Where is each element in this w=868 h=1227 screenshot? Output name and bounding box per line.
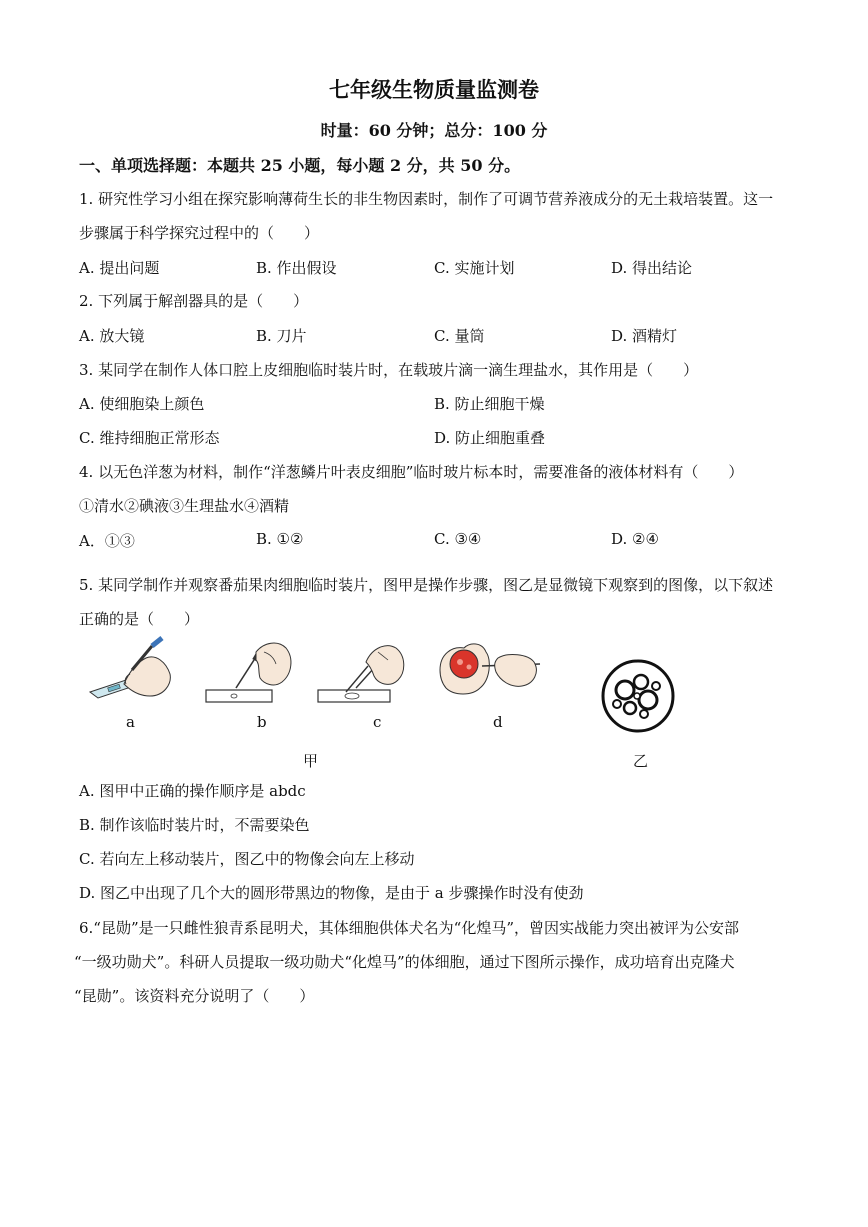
section-heading: 一、单项选择题：本题共 25 小题，每小题 2 分，共 50 分。 [79, 156, 521, 175]
q5-option-b: B. 制作该临时装片时，不需要染色 [79, 816, 310, 834]
q1-option-b: B. 作出假设 [256, 259, 337, 277]
q3-option-d: D. 防止细胞重叠 [434, 429, 546, 447]
q4-option-a: A．①③ [79, 532, 135, 550]
q6-stem-line3: “昆勋”。该资料充分说明了（ ） [74, 987, 315, 1005]
step-d-label: d [493, 713, 503, 731]
q3-option-b: B. 防止细胞干燥 [434, 395, 545, 413]
q4-stem-line1: 4. 以无色洋葱为材料，制作“洋葱鳞片叶表皮细胞”临时玻片标本时，需要准备的液体材料有（ ） [79, 463, 744, 481]
q6-stem-line1: 6.“昆勋”是一只雌性狼青系昆明犬，其体细胞供体犬名为“化煌马”，曾因实战能力突出被评为公安部 [79, 919, 739, 937]
microscope-view-illustration [600, 658, 676, 734]
q4-option-c: C. ③④ [434, 530, 482, 548]
q1-stem-line2: 步骤属于科学探究过程中的（ ） [79, 224, 320, 242]
q1-option-a: A. 提出问题 [79, 259, 160, 277]
q5-option-d: D. 图乙中出现了几个大的圆形带黑边的物像，是由于 a 步骤操作时没有使劲 [79, 884, 584, 902]
q3-option-c: C. 维持细胞正常形态 [79, 429, 220, 447]
q2-option-b: B. 刀片 [256, 327, 307, 345]
q4-stem-line2: ①清水②碘液③生理盐水④酒精 [79, 497, 290, 515]
q5-option-a: A. 图甲中正确的操作顺序是 abdc [79, 782, 306, 800]
step-d-illustration [436, 640, 548, 704]
step-b-label: b [257, 713, 267, 731]
q1-option-d: D. 得出结论 [611, 259, 693, 277]
q2-option-a: A. 放大镜 [79, 327, 145, 345]
step-a-illustration [86, 640, 176, 708]
exam-info: 时量：60 分钟；总分：100 分 [320, 121, 548, 140]
step-a-label: a [126, 713, 135, 731]
q3-stem: 3. 某同学在制作人体口腔上皮细胞临时装片时，在载玻片滴一滴生理盐水，其作用是（ ） [79, 361, 699, 379]
step-c-label: c [373, 713, 382, 731]
q5-stem-line1: 5. 某同学制作并观察番茄果肉细胞临时装片，图甲是操作步骤，图乙是显微镜下观察到的图像，以下叙述 [79, 576, 774, 594]
q5-option-c: C. 若向左上移动装片，图乙中的物像会向左上移动 [79, 850, 415, 868]
q6-stem-line2: “一级功勋犬”。科研人员提取一级功勋犬“化煌马”的体细胞，通过下图所示操作，成功培育出克隆犬 [74, 953, 735, 971]
q5-stem-line2: 正确的是（ ） [79, 610, 200, 628]
q2-option-d: D. 酒精灯 [611, 327, 678, 345]
q1-option-c: C. 实施计划 [434, 259, 515, 277]
step-b-illustration [204, 638, 296, 710]
q2-stem: 2. 下列属于解剖器具的是（ ） [79, 292, 309, 310]
q4-option-b: B. ①② [256, 530, 304, 548]
q1-stem-line1: 1. 研究性学习小组在探究影响薄荷生长的非生物因素时，制作了可调节营养液成分的无土栽培装置。这一 [79, 190, 774, 208]
step-c-illustration [316, 638, 410, 710]
q3-option-a: A. 使细胞染上颜色 [79, 395, 205, 413]
q4-option-d: D. ②④ [611, 530, 659, 548]
figure-yi-caption: 乙 [633, 752, 649, 770]
page-title: 七年级生物质量监测卷 [329, 77, 539, 102]
figure-jia-caption: 甲 [303, 752, 319, 770]
q2-option-c: C. 量筒 [434, 327, 485, 345]
